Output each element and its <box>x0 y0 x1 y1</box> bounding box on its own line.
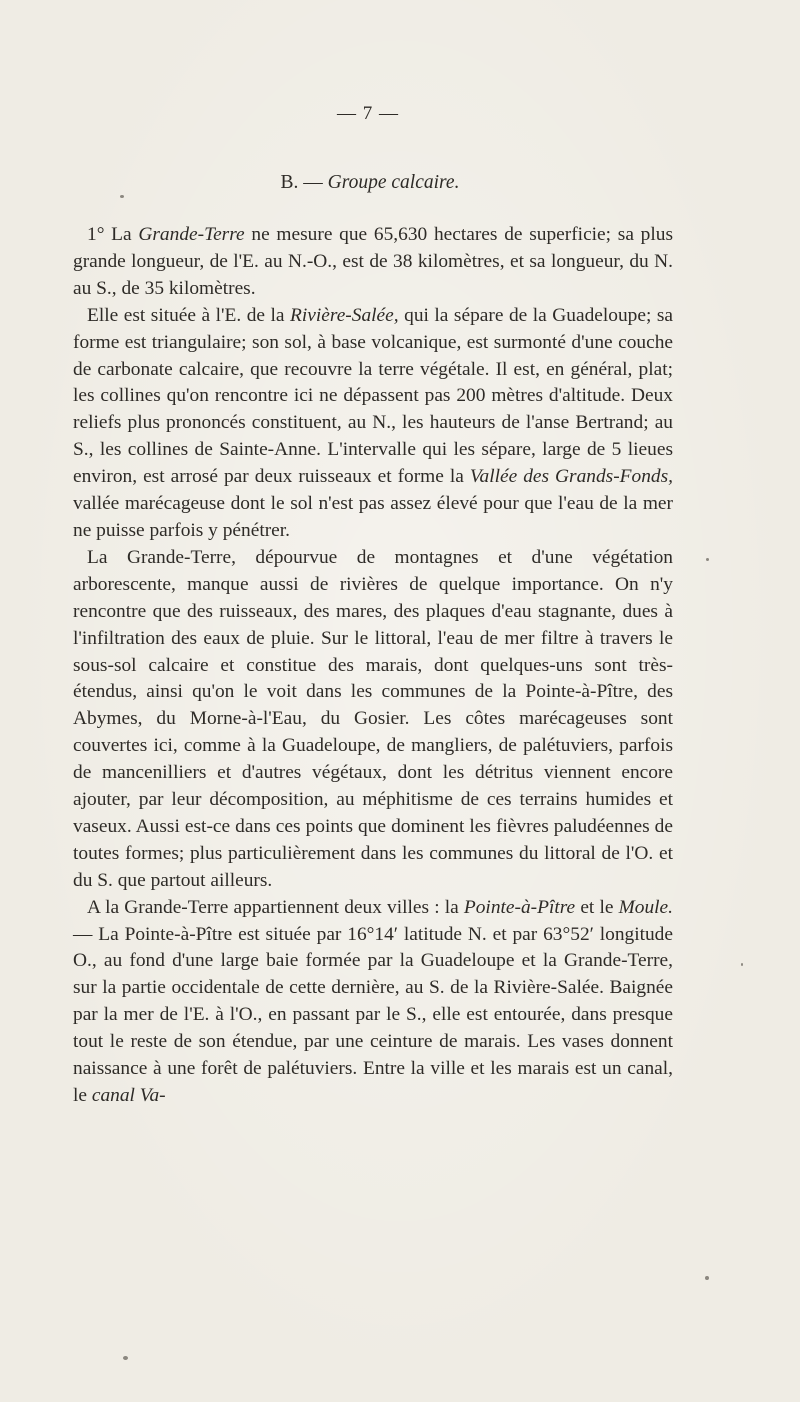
italic-term: Vallée des Grands-Fonds, <box>469 466 674 488</box>
text-run: vallée marécageuse dont le sol n'est pas assez élevé pour que l'eau de la mer ne puisse parfois y pénétrer. <box>73 493 673 541</box>
section-heading <box>0 172 740 194</box>
section-heading-title: Groupe calcaire. <box>327 172 460 193</box>
page-number: — 7 — <box>337 103 399 124</box>
ink-speck <box>741 963 743 966</box>
ink-speck <box>120 195 124 198</box>
italic-term: Pointe-à-Pître <box>463 896 576 918</box>
text-run: — La Pointe-à-Pître est située par 16°14′ latitude N. et par 63°52′ longitude O., au fond d'une large baie formée par la Guadeloupe et la Grande-Terre, sur la partie occidentale de cette dernière, au S. de la Rivière-Salée. Baignée par la mer de l'E. à l'O., en passant par le S., elle est entourée, dans presque tout le reste de son étendue, par une ceinture de marais. Les vases donnent naissance à une forêt de palétuviers. Entre la ville et les marais est un canal, le <box>73 923 673 1106</box>
text-run: et le <box>575 896 619 918</box>
text-run: Elle est située à l'E. de la <box>87 304 291 326</box>
body-text <box>73 222 673 1110</box>
paragraph <box>73 545 673 895</box>
text-run: La Grande-Terre, dépourvue de montagnes et d'une végétation arborescente, manque aussi de rivières de quelque importance. On n'y rencontre que des ruisseaux, des mares, des plaques d'eau stagnante, dues à l'infiltration des eaux de pluie. Sur le littoral, l'eau de mer filtre à travers le sous-sol calcaire et constitue des marais, dont quelques-uns sont très-étendus, ainsi qu'on le voit dans les communes de la Pointe-à-Pître, des Abymes, du Morne-à-l'Eau, du Gosier. Les côtes marécageuses sont couvertes ici, comme à la Guadeloupe, de mangliers, de palétuviers, parfois de mancenilliers et d'autres végétaux, dont les détritus viennent encore ajouter, par leur décomposition, au méphitisme de ces terrains humides et vaseux. Aussi est-ce dans ces points que dominent les fièvres paludéennes de toutes formes; plus particulièrement dans les communes du littoral de l'O. et du S. que partout ailleurs. <box>73 546 673 891</box>
text-run: 1° La <box>87 224 139 245</box>
section-heading-prefix: B. — <box>280 172 323 193</box>
ink-speck <box>123 1356 128 1360</box>
paragraph <box>73 895 673 1110</box>
italic-term: Grande-Terre <box>138 224 245 245</box>
ink-speck <box>705 1276 709 1280</box>
text-run: qui la sépare de la Guadeloupe; sa forme est triangulaire; son sol, à base volcanique, est surmonté d'une couche de carbonate calcaire, que recouvre la terre végétale. Il est, en général, plat; les collines qu'on rencontre ici ne dépassent pas 200 mètres d'altitude. Deux reliefs plus prononcés constituent, au N., les hauteurs de l'anse Bertrand; au S., les collines de Sainte-Anne. L'intervalle qui les sépare, large de 5 lieues environ, est arrosé par deux ruisseaux et forme la <box>73 304 673 488</box>
text-run: ne mesure que 65,630 hectares de superficie; sa plus grande longueur, de l'E. au N.-O., est de 38 kilomètres, et sa longueur, du N. au S., de 35 kilomètres. <box>73 224 673 299</box>
italic-term: canal Va- <box>91 1085 166 1106</box>
text-run: A la Grande-Terre appartiennent deux villes : la <box>87 896 464 918</box>
paragraph <box>73 303 673 545</box>
italic-term: Rivière-Salée, <box>290 304 399 326</box>
ink-speck <box>706 558 709 561</box>
paragraph <box>73 222 673 303</box>
italic-term: Moule. <box>618 896 674 918</box>
